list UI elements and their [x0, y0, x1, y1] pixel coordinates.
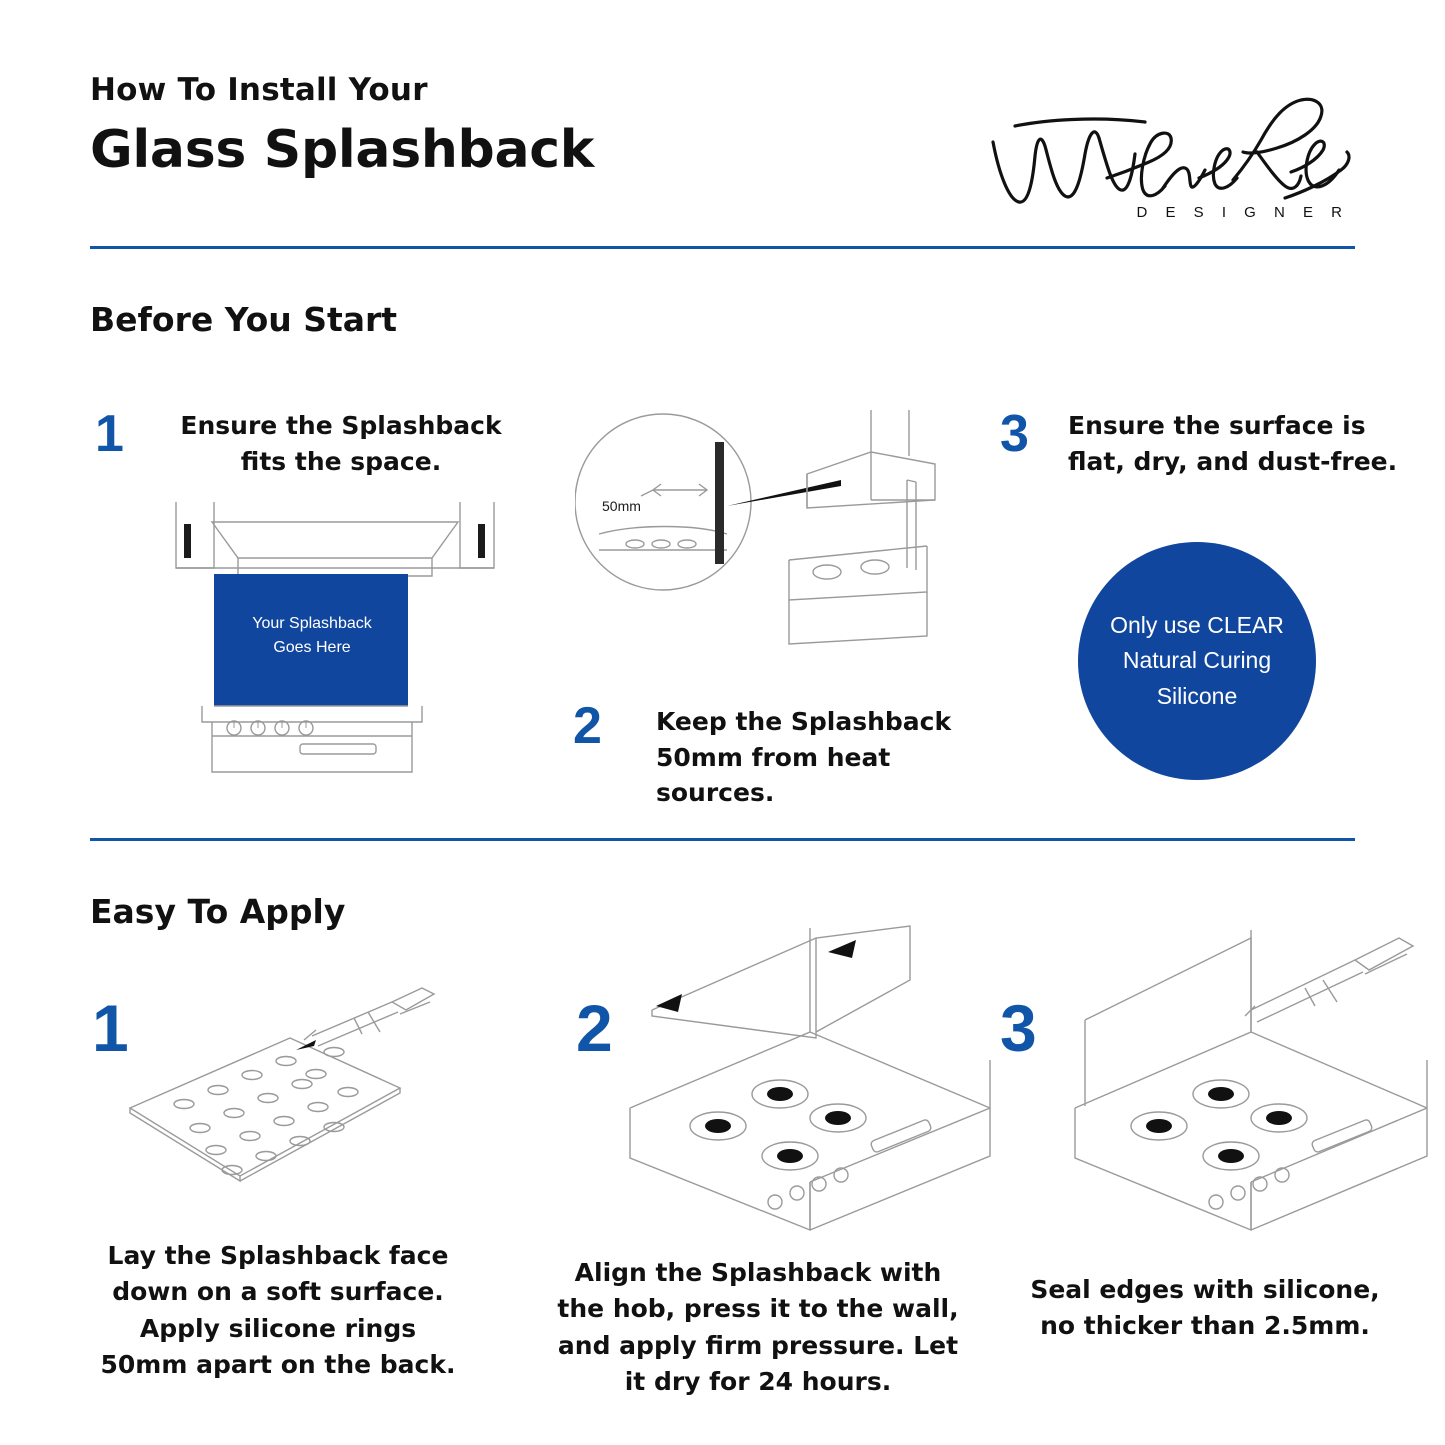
apply-step-2-number: 2	[576, 991, 613, 1065]
brand-logo-subtitle: D E S I G N E R	[1136, 204, 1349, 221]
divider-top	[90, 246, 1355, 249]
before-step-1-number: 1	[95, 405, 124, 463]
silicone-note-text: Only use CLEAR Natural Curing Silicone	[1110, 611, 1284, 709]
apply-step-1-caption: Lay the Splashback face down on a soft surface. Apply silicone rings 50mm apart on the back.	[100, 1241, 456, 1379]
apply-step-3-number: 3	[1000, 991, 1037, 1065]
figure-heat-distance	[575, 404, 975, 694]
silicone-note-badge	[1078, 542, 1316, 780]
page-title: Glass Splashback	[90, 120, 595, 180]
distance-label-50mm: 50mm	[602, 498, 641, 514]
splashback-placeholder-label: Your Splashback Goes Here	[252, 615, 372, 656]
section-heading-before: Before You Start	[90, 300, 398, 339]
figure-apply-seal-edges	[1055, 920, 1435, 1240]
before-step-2-text: Keep the Splashback 50mm from heat sources.	[656, 707, 952, 807]
before-step-3-number: 3	[1000, 405, 1029, 463]
apply-step-1-number: 1	[92, 991, 129, 1065]
page-title-small: How To Install Your	[90, 72, 428, 108]
figure-apply-align	[620, 920, 1000, 1240]
before-step-3-text: Ensure the surface is flat, dry, and dust-free.	[1068, 411, 1398, 476]
apply-step-3-caption: Seal edges with silicone, no thicker than 2.5mm.	[1030, 1275, 1380, 1341]
before-step-2-number: 2	[573, 697, 602, 755]
section-heading-apply: Easy To Apply	[90, 892, 346, 931]
brand-logo	[985, 82, 1355, 232]
apply-step-2-caption: Align the Splashback with the hob, press it to the wall, and apply firm pressure. Let it dry for 24 hours.	[557, 1258, 959, 1396]
header	[90, 72, 1355, 232]
figure-apply-silicone-rings	[100, 980, 500, 1210]
divider-bottom	[90, 838, 1355, 841]
before-step-1-text: Ensure the Splashback fits the space.	[180, 411, 502, 476]
